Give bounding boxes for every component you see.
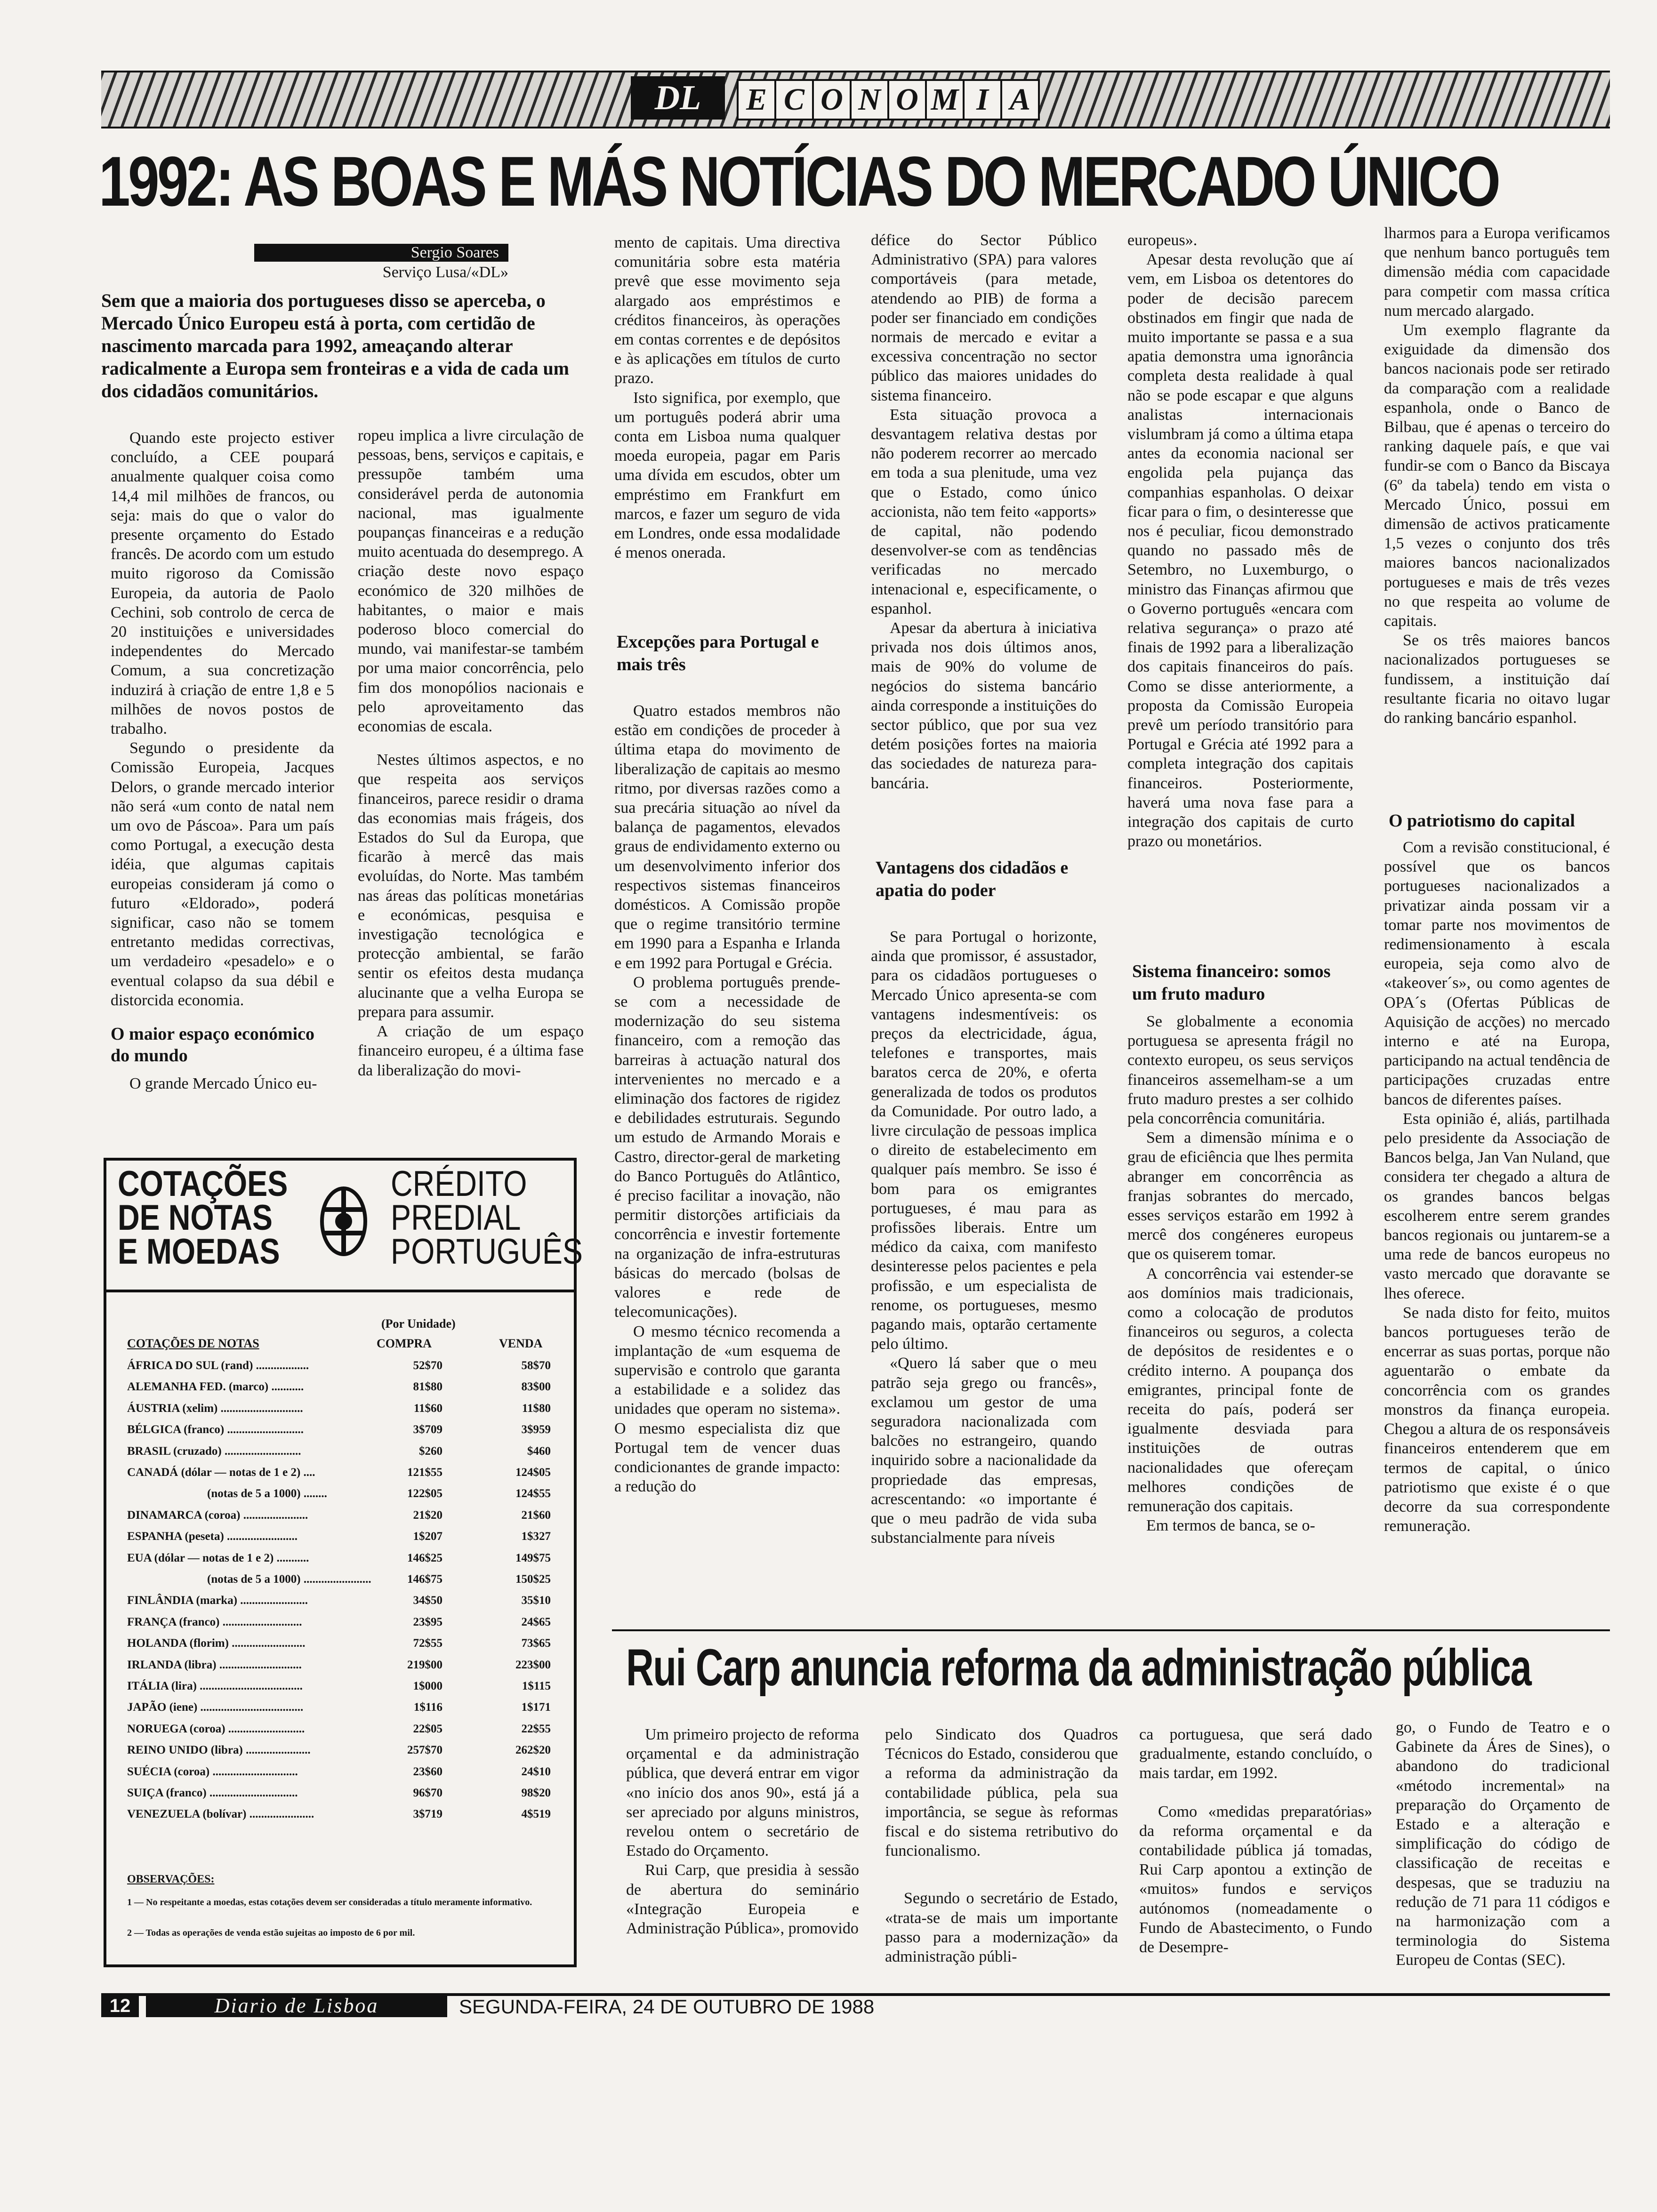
section-letter: O xyxy=(812,79,852,120)
currency-name: DINAMARCA (coroa) ...................... xyxy=(127,1508,308,1522)
sell-rate: 124$55 xyxy=(515,1487,551,1500)
issue-date: SEGUNDA-FEIRA, 24 DE OUTUBRO DE 1988 xyxy=(459,1996,875,2018)
buy-rate: 81$80 xyxy=(413,1380,442,1394)
buy-rate: 22$05 xyxy=(413,1722,442,1735)
currency-name: JAPÃO (iene) ................................... xyxy=(127,1701,304,1714)
article-column-1 xyxy=(111,428,334,1130)
observations-title: OBSERVAÇÕES: xyxy=(127,1873,215,1885)
table-row xyxy=(127,1659,551,1680)
paragraph: Quatro estados membros não estão em condições de proceder à última etapa do movimento de liberalização de capitais ao mesmo ritmo, por diversas razões como a sua precária situação ao nível da balança de pagamentos, elevados graus de endividamento externo ou um desenvolvimento inferior dos respectivos sistemas financeiros domésticos. A Comissão propõe que o regime transitório termine em 1990 para a Espanha e Irlanda e em 1992 para Portugal e Grécia. xyxy=(614,702,840,972)
currency-name: SUÉCIA (coroa) ............................. xyxy=(127,1765,298,1778)
table-row xyxy=(127,1466,551,1487)
subheading: O patriotismo do capital xyxy=(1389,811,1575,831)
currency-name: FRANÇA (franco) ........................... xyxy=(127,1615,302,1628)
article-column-4a xyxy=(871,231,1097,842)
box-divider xyxy=(104,1290,577,1292)
currency-name: ÁFRICA DO SUL (rand) .................. xyxy=(127,1359,309,1372)
buy-rate: 3$719 xyxy=(413,1808,442,1821)
section-letter: O xyxy=(887,79,927,120)
sell-rate: 3$959 xyxy=(521,1423,551,1436)
buy-rate: 1$116 xyxy=(413,1701,442,1714)
currency-name: BRASIL (cruzado) .......................... xyxy=(127,1444,301,1458)
paragraph: Esta opinião é, aliás, partilhada pelo presidente da Associação de Bancos belga, Jan Van Nuland, que considera ter chegado a altura de os grandes bancos belgas escolherem entre serem grandes bancos regionais ou juntarem-se a uma rede de bancos europeus no vasto mercado que doravante se lhes oferece. xyxy=(1384,1110,1610,1302)
table-row xyxy=(127,1530,551,1551)
currency-name: ITÁLIA (lira) ................................... xyxy=(127,1680,303,1692)
currency-name: NORUEGA (coroa) .......................... xyxy=(127,1722,305,1735)
newspaper-name: Diario de Lisboa xyxy=(146,1995,447,2017)
credito-predial-logo-icon xyxy=(315,1177,372,1266)
sell-rate: $460 xyxy=(527,1444,551,1458)
currency-name: CANADÁ (dólar — notas de 1 e 2) .... xyxy=(127,1466,315,1479)
title-line: COTAÇÕES xyxy=(118,1164,288,1204)
buy-rate: 34$50 xyxy=(413,1594,442,1607)
sell-rate: 4$519 xyxy=(521,1808,551,1821)
table-row xyxy=(127,1380,551,1402)
paragraph: Se globalmente a economia portuguesa se apresenta frágil no contexto europeu, os seus serviços financeiros assemelham-se a um fruto maduro prestes a ser colhido pela concorrência comunitária. xyxy=(1127,1013,1353,1128)
paragraph: ca portuguesa, que será dado gradualmente, estando concluído, o mais tardar, em 1992. xyxy=(1139,1726,1372,1782)
sell-rate: 1$171 xyxy=(521,1701,551,1714)
unit-note: (Por Unidade) xyxy=(381,1317,456,1330)
article2-column-2 xyxy=(885,1725,1118,1988)
article-column-5b xyxy=(1127,1012,1353,1624)
article-column-3a xyxy=(614,233,840,614)
page-number: 12 xyxy=(101,1995,139,2017)
paragraph: Com a revisão constitucional, é possível que os bancos portugueses nacionalizados a privatizar ainda possam vir a tomar parte nos movimentos de redimensionamento à escala europeia, seja como alvo de «takeover´s», ou como agentes de OPA´s (Ofertas Públicas de Aquisição de acções) no mercado interno e até na Europa, participando na actual tendência de participações cruzadas entre bancos de diferentes países. xyxy=(1384,839,1610,1108)
paragraph: Rui Carp, que presidia à sessão de abertura do seminário «Integração Europeia e Administração Pública», promovido xyxy=(626,1861,859,1938)
buy-rate: 52$70 xyxy=(413,1359,442,1372)
paragraph: Esta situação provoca a desvantagem relativa destas por não poderem recorrer ao mercado em toda a sua plenitude, uma vez que o Estado, como único accionista, não tem feito «apports» de capital, não podendo desenvolver-se com as tendências verificadas no mercado intenacional e, especificamente, o espanhol. xyxy=(871,406,1097,617)
bank-line: CRÉDITO xyxy=(391,1164,527,1204)
buy-rate: 122$05 xyxy=(407,1487,442,1500)
paragraph: O mesmo técnico recomenda a implantação de «um esquema de supervisão e controlo que garanta a estabilidade e a solidez das unidades que operam no sistema». O mesmo especialista diz que Portugal tem de vencer duas condicionantes de grande impacto: a redução do xyxy=(614,1322,840,1496)
main-headline: 1992: AS BOAS E MÁS NOTÍCIAS DO MERCADO ÚNICO xyxy=(99,142,1499,221)
table-row xyxy=(127,1359,551,1380)
col-sell: VENDA xyxy=(499,1337,543,1350)
paragraph: Isto significa, por exemplo, que um português poderá abrir uma conta em Lisboa numa qualquer moeda europeia, pagar em Paris uma dívida em escudos, obter um empréstimo em Frankfurt em marcos, e fazer um seguro de vida em Londres, onde essa modalidade é menos onerada. xyxy=(614,389,840,562)
exchange-rates-title xyxy=(118,1164,288,1272)
article-column-4b xyxy=(871,927,1097,1624)
buy-rate: 23$60 xyxy=(413,1765,442,1778)
sell-rate: 98$20 xyxy=(521,1787,551,1799)
title-line: DE NOTAS xyxy=(118,1198,273,1238)
sell-rate: 262$20 xyxy=(515,1744,551,1757)
subheading: Excepções para Portugal e mais três xyxy=(617,632,819,674)
paragraph: Nestes últimos aspectos, e no que respeita aos serviços financeiros, parece residir o drama das economias mais frágeis, dos Estados do Sul da Europa, que ficarão à mercê das mais evoluídas, do Norte. Mas também nas áreas das políticas monetárias e económicas, pesquisa e investigação tecnológica e protecção ambiental, se farão sentir os efeitos desta mudança alucinante que a velha Europa se prepara para assumir. xyxy=(358,751,584,1021)
col-buy: COMPRA xyxy=(377,1337,432,1350)
sell-rate: 22$55 xyxy=(521,1722,551,1735)
paragraph: Sem a dimensão mínima e o grau de eficiência que lhes permita abranger em concorrência as franjas sobrantes do mercado, esses serviços estarão em 1992 à mercê dos congéneres europeus que os quiserem tomar. xyxy=(1127,1129,1353,1263)
paragraph: défice do Sector Público Administrativo (SPA) para valores comportáveis (para metade, atendendo ao PIB) de forma a poder ser financiado em condições normais de mercado e evitar a excessiva concentração no sector público das maiores unidades do sistema financeiro. xyxy=(871,232,1097,404)
currency-name: REINO UNIDO (libra) ...................... xyxy=(127,1744,311,1757)
article-column-2 xyxy=(358,426,584,1130)
paragraph: Apesar da abertura à iniciativa privada nos dois últimos anos, mais de 90% do volume de negócios do sistema bancário ainda corresponde a instituições do sector público, que por sua vez detém posições fortes na maioria das sociedades de natureza para-bancária. xyxy=(871,619,1097,792)
bank-line: PREDIAL xyxy=(391,1198,521,1238)
currency-name: SUIÇA (franco) .............................. xyxy=(127,1787,298,1799)
paragraph: Se os três maiores bancos nacionalizados portugueses se fundissem, a instituição daí resultante ficaria no oitavo lugar do ranking bancário espanhol. xyxy=(1384,632,1610,727)
second-headline: Rui Carp anuncia reforma da administração pública xyxy=(626,1639,1531,1697)
currency-name: IRLANDA (libra) ............................ xyxy=(127,1658,302,1671)
paragraph: Apesar desta revolução que aí vem, em Lisboa os detentores do poder de decisão parecem obstinados em fingir que nada de muito importante se passa e a sua apatia demonstra uma ignorância completa desta realidade à qual não se pode escapar e que alguns analistas internacionais vislumbram já como a última etapa antes da economia nacional ser engolida pela pujança das companhias espanholas. O deixar ficar para o fim, o desinteresse que nos é peculiar, ficou demonstrado quando no passado mês de Setembro, no Luxemburgo, o ministro das Finanças afirmou que o Governo português «encara com relativa segurança» o prazo até finais de 1992 para a liberalização dos capitais financeiros do país. Como se disse anteriormente, a proposta da Comissão Europeia prevê um período transitório para Portugal e Grécia até 1992 para a completa integração dos capitais financeiros. Posteriormente, haverá uma nova fase para a integração dos capitais de curto prazo ou monetários. xyxy=(1127,251,1353,850)
table-row xyxy=(127,1402,551,1423)
paragraph: Quando este projecto estiver concluído, a CEE poupará anualmente qualquer coisa como 14,4 mil milhões de francos, ou seja: mais do que o valor do presente orçamento do Estado francês. De acordo com um estudo muito rigoroso da Comissão Europeia, da autoria de Paolo Cechini, sob controlo de cerca de 20 instituições e universidades independentes do Mercado Comum, a sua concretização induzirá à criação de entre 1,8 e 5 milhões de novos postos de trabalho. xyxy=(111,429,334,738)
paragraph: «Quero lá saber que o meu patrão seja grego ou francês», exclamou um gestor de uma seguradora nacionalizada com balcões no estrangeiro, quando inquirido sobre a nacionalidade da propriedade das empresas, acrescentando: «o importante é que o meu padrão de vida suba substancialmente para níveis xyxy=(871,1354,1097,1547)
currency-name: ESPANHA (peseta) ........................ xyxy=(127,1530,298,1543)
buy-rate: 96$70 xyxy=(413,1787,442,1799)
article-divider xyxy=(612,1629,1610,1631)
table-row xyxy=(127,1423,551,1444)
sell-rate: 58$70 xyxy=(521,1359,551,1372)
paragraph: Em termos de banca, se o- xyxy=(1146,1517,1315,1535)
table-row xyxy=(127,1808,551,1829)
table-row xyxy=(127,1701,551,1722)
currency-name: ALEMANHA FED. (marco) ........... xyxy=(127,1380,304,1394)
sell-rate: 21$60 xyxy=(521,1508,551,1522)
sell-rate: 1$115 xyxy=(522,1680,551,1692)
paragraph: Se nada disto for feito, muitos bancos portugueses terão de encerrar as suas portas, porque não aguentarão o embate da concorrência com os grandes monstros da finança europeia. Chegou a altura de os responsáveis financeiros entenderem que em termos de capital, o único patriotismo que existe é o que decorre da sua correspondente remuneração. xyxy=(1384,1304,1610,1535)
buy-rate: $260 xyxy=(419,1444,442,1458)
currency-name: FINLÂNDIA (marka) ....................... xyxy=(127,1594,308,1607)
currency-name: (notas de 5 a 1000) ....................... xyxy=(207,1573,371,1586)
table-row xyxy=(127,1765,551,1787)
observation: 1 — No respeitante a moedas, estas cotações devem ser consideradas a título meramente informativo. xyxy=(127,1897,532,1907)
section-letter: M xyxy=(925,79,965,120)
observation: 2 — Todas as operações de venda estão sujeitas ao imposto de 6 por mil. xyxy=(127,1928,415,1938)
table-row xyxy=(127,1723,551,1744)
buy-rate: 1$207 xyxy=(413,1530,442,1543)
section-letter: N xyxy=(850,79,889,120)
paragraph: lharmos para a Europa verificamos que nenhum banco português tem dimensão média com capacidade para competir com massa crítica num mercado alargado. xyxy=(1384,224,1610,320)
article2-column-3 xyxy=(1139,1725,1372,1988)
bank-name xyxy=(391,1164,583,1272)
paragraph: O problema português prende-se com a necessidade de modernização do seu sistema financeiro, com a remoção das barreiras à actuação natural dos intervenientes no mercado e a eliminação dos factores de rigidez e debilidades estruturais. Segundo um estudo de Armando Morais e Castro, director-geral de marketing do Banco Português do Atlântico, é preciso facilitar a inovação, não permitir distorções artificiais da concorrência e investir fortemente na organização de infra-estruturas básicas do mercado (bolsas de valores e rede de telecomunicações). xyxy=(614,973,840,1321)
paragraph: Um primeiro projecto de reforma orçamental e da administração pública, que deverá entrar em vigor «no início dos anos 90», está já a ser apreciado por alguns ministros, revelou ontem o secretário de Estado do Orçamento. xyxy=(626,1726,859,1860)
subheading: O maior espaço económico do mundo xyxy=(111,1024,315,1066)
table-row xyxy=(127,1509,551,1530)
paragraph: Como «medidas preparatórias» da reforma orçamental e da contabilidade pública já tomadas, Rui Carp apontou a extinção de «muitos» fundos e serviços autónomos (nomeadamente o Fundo de Abastecimento, o Fundo de Desempre- xyxy=(1139,1803,1372,1956)
bank-line: PORTUGUÊS xyxy=(391,1232,583,1272)
title-line: E MOEDAS xyxy=(118,1232,280,1272)
currency-name: ÁUSTRIA (xelim) ............................ xyxy=(127,1402,303,1415)
sell-rate: 124$05 xyxy=(515,1466,551,1479)
paragraph: mento de capitais. Uma directiva comunitária sobre esta matéria prevê que esse movimento seja alargado aos empréstimos e créditos financeiros, às operações em contas correntes e de depósitos e às aplicações em títulos de curto prazo. xyxy=(614,234,840,387)
table-row xyxy=(127,1594,551,1615)
buy-rate: 121$55 xyxy=(407,1466,442,1479)
sell-rate: 149$75 xyxy=(515,1551,551,1564)
article-column-6a xyxy=(1384,224,1610,802)
currency-name: HOLANDA (florim) ......................... xyxy=(127,1637,306,1650)
table-row xyxy=(127,1487,551,1508)
paragraph: pelo Sindicato dos Quadros Técnicos do Estado, considerou que a reforma da administração da contabilidade pública, pela sua importância, se segue às reformas fiscal e do sistema retributivo do funcionalismo. xyxy=(885,1726,1118,1860)
section-letter: C xyxy=(774,79,814,120)
sell-rate: 223$00 xyxy=(515,1658,551,1671)
sell-rate: 150$25 xyxy=(515,1573,551,1586)
byline: Sergio Soares xyxy=(254,244,508,262)
table-row xyxy=(127,1445,551,1466)
currency-name: (notas de 5 a 1000) ........ xyxy=(207,1487,327,1500)
paragraph: Um exemplo flagrante da exiguidade da dimensão dos bancos nacionais pode ser retirado da comparação com a realidade espanhola, onde o Banco de Bilbau, que é apenas o terceiro do ranking daquele país, e que vai fundir-se com o Banco da Biscaya (6º da tabela) tendo em vista o Mercado Único, possui em dimensão de activos praticamente 1,5 vezes o conjunto dos três maiores bancos nacionalizados portugueses e mais de três vezes no que respeita ao volume de capitais. xyxy=(1384,321,1610,630)
currency-name: VENEZUELA (bolívar) ...................... xyxy=(127,1808,314,1821)
buy-rate: 146$75 xyxy=(407,1573,442,1586)
currency-name: EUA (dólar — notas de 1 e 2) ........... xyxy=(127,1551,309,1564)
paragraph: A concorrência vai estender-se aos domínios mais tradicionais, como a colocação de produtos financeiros ou seguros, a colecta de depósitos de residentes e o crédito interno. A poupança dos emigrantes, principal fonte de receita do país, poderá ser igualmente desviada para instituições de outras nacionalidades que ofereçam melhores condições de remuneração dos capitais. xyxy=(1127,1265,1353,1515)
table-row xyxy=(127,1680,551,1701)
section-letter: E xyxy=(737,79,776,120)
paragraph: Segundo o presidente da Comissão Europeia, Jacques Delors, o grande mercado interior não será «um conto de natal nem um ovo de Páscoa». Para um país como Portugal, a execução desta idéia, que algumas capitais europeias consideram já como o futuro «Eldorado», poderá significar, caso não se tomem entretanto medidas correctivas, um verdadeiro «pesadelo» e o eventual colapso da sua débil e distorcida economia. xyxy=(111,739,334,1009)
col-label: COTAÇÕES DE NOTAS xyxy=(127,1337,259,1350)
paragraph: A criação de um espaço financeiro europeu, é a última fase da liberalização do movi- xyxy=(358,1023,584,1079)
article-column-6b xyxy=(1384,838,1610,1624)
article2-column-4 xyxy=(1396,1718,1610,1988)
section-title-economia xyxy=(737,79,1038,120)
buy-rate: 11$60 xyxy=(413,1402,442,1415)
table-row xyxy=(127,1787,551,1808)
table-row xyxy=(127,1637,551,1658)
buy-rate: 219$00 xyxy=(407,1658,442,1671)
buy-rate: 3$709 xyxy=(413,1423,442,1436)
article-column-3b xyxy=(614,701,840,1624)
sell-rate: 24$65 xyxy=(521,1615,551,1628)
sell-rate: 73$65 xyxy=(521,1637,551,1650)
sell-rate: 35$10 xyxy=(521,1594,551,1607)
buy-rate: 1$000 xyxy=(413,1680,442,1692)
sell-rate: 83$00 xyxy=(521,1380,551,1394)
article-column-5a xyxy=(1127,231,1353,951)
sell-rate: 1$327 xyxy=(521,1530,551,1543)
paragraph: O grande Mercado Único eu- xyxy=(129,1075,317,1093)
article2-column-1 xyxy=(626,1725,859,1988)
table-row xyxy=(127,1552,551,1573)
article-lead: Sem que a maioria dos portugueses disso se aperceba, o Mercado Único Europeu está à porta, com certidão de nascimento marcada para 1992, ameaçando alterar radicalmente a Europa sem fronteiras e a vida de cada um dos cidadãos comunitários. xyxy=(101,290,570,401)
sell-rate: 24$10 xyxy=(521,1765,551,1778)
paragraph: ropeu implica a livre circulação de pessoas, bens, serviços e capitais, e pressupõe também uma considerável perda de autonomia nacional, mas igualmente poupanças financeiras e a redução muito acentuada do desemprego. A criação deste novo espaço económico de 320 milhões de habitantes, o maior e mais poderoso bloco comercial do mundo, vai manifestar-se também por uma maior concorrência, pelo fim dos monopólios nacionais e pelo aproveitamento das economias de escala. xyxy=(358,427,584,736)
paragraph: Se para Portugal o horizonte, ainda que promissor, é assustador, para os cidadãos portugueses o Mercado Único apresenta-se com vantagens indesmentíveis: os preços da electricidade, água, telefones e transportes, mais baratos cerca de 20%, e oferta generalizada de todos os produtos da Comunidade. Por outro lado, a livre circulação de pessoas implica o direito de estabelecimento em qualquer país membro. Se isso é bom para os emigrantes portugueses, é mau para as profissões liberais. Entre um médico da caixa, com manifesto desinteresse pelos pacientes e pela profissão, e um especialista de renome, os portugueses, mesmo pagando mais, optarão certamente pelo último. xyxy=(871,928,1097,1353)
table-row xyxy=(127,1616,551,1637)
currency-name: BÉLGICA (franco) .......................... xyxy=(127,1423,304,1436)
sell-rate: 11$80 xyxy=(522,1402,551,1415)
buy-rate: 72$55 xyxy=(413,1637,442,1650)
section-letter: A xyxy=(1000,79,1040,120)
paragraph: go, o Fundo de Teatro e o Gabinete da Áres de Sines), o abandono do tradicional «método incremental» na preparação do Orçamento de Estado e a alteração e simplificação do código de classificação de receitas e despesas, que se traduziu na redução de 71 para 11 códigos e na harmonização com a terminologia do Sistema Europeu de Contas (SEC). xyxy=(1396,1719,1610,1969)
paragraph: europeus». xyxy=(1127,232,1198,249)
section-letter: I xyxy=(963,79,1002,120)
buy-rate: 23$95 xyxy=(413,1615,442,1628)
subheading: Sistema financeiro: somos um fruto maduro xyxy=(1132,962,1331,1004)
subheading: Vantagens dos cidadãos e apatia do poder xyxy=(876,858,1069,900)
buy-rate: 146$25 xyxy=(407,1551,442,1564)
dl-logo: DL xyxy=(631,76,725,120)
table-row xyxy=(127,1573,551,1594)
byline-agency: Serviço Lusa/«DL» xyxy=(382,264,508,281)
table-row xyxy=(127,1744,551,1765)
buy-rate: 21$20 xyxy=(413,1508,442,1522)
paragraph: Segundo o secretário de Estado, «trata-se de mais um importante passo para a modernização» da administração públi- xyxy=(885,1890,1118,1966)
buy-rate: 257$70 xyxy=(407,1744,442,1757)
